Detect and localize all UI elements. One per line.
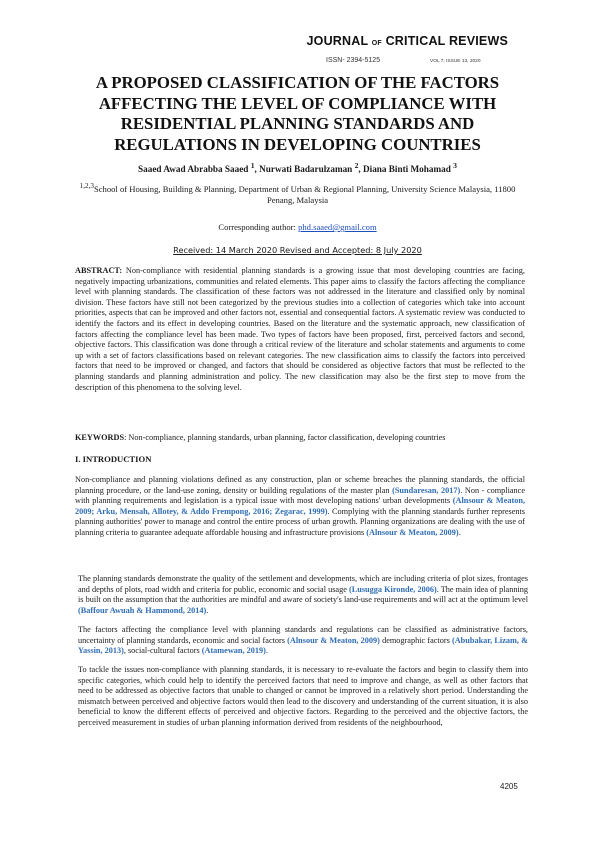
intro-paragraph-2: [75, 574, 528, 616]
journal-name: [307, 34, 509, 48]
paragraph-text: . Non - compliance with planning requirements and legislation is a typical issue with most developing nations' urban developments: [75, 485, 525, 506]
paragraph-text: .: [265, 646, 268, 656]
paper-title: A PROPOSED CLASSIFICATION OF THE FACTORS AFFECTING THE LEVEL OF COMPLIANCE WITH RESIDENTIAL PLANNING STANDARDS AND REGULATIONS IN DEVELOPING COUNTRIES: [95, 73, 500, 154]
journal-name-part2: CRITICAL REVIEWS: [381, 34, 508, 48]
page-number: 4205: [500, 782, 518, 791]
author-2-superscript: 2: [354, 161, 359, 170]
author-list: [60, 161, 535, 174]
citation-link[interactable]: (Abubakar, Lizam, & Yassin, 2013): [78, 635, 528, 656]
paragraph-text: demographic factors: [379, 635, 452, 645]
citation-link[interactable]: (Lusugga Kironde, 2006): [348, 584, 437, 594]
intro-paragraph-1: [75, 475, 525, 539]
paragraph-text: , social-cultural factors: [123, 646, 202, 656]
journal-name-part1: JOURNAL: [306, 34, 372, 48]
citation-link[interactable]: (Baffour Awuah & Hammond, 2014): [78, 605, 207, 615]
paragraph-text: Non-compliance and planning violations defined as any construction, plan or scheme breaches the planning standards, the official planning procedure, or the land-use zoning, density or building regulations of the master plan: [75, 475, 525, 495]
author-3-superscript: 3: [453, 161, 457, 170]
corresponding-author: [60, 222, 535, 232]
volume-label: VOL 7, ISSUE 13, 2020: [430, 59, 481, 64]
keywords-text: : Non-compliance, planning standards, urban planning, factor classification, developing countries: [124, 433, 446, 442]
affiliation: [70, 181, 525, 207]
corresponding-author-label: Corresponding author:: [218, 222, 299, 232]
paragraph-text: .: [206, 605, 209, 615]
author-2: , Nurwati Badarulzaman: [254, 164, 355, 175]
abstract: [75, 266, 525, 393]
affiliation-text: School of Housing, Building & Planning, Department of Urban & Regional Planning, University Science Malaysia, 11800 Penang, Malaysia: [93, 183, 516, 206]
paragraph-text: .: [458, 527, 461, 537]
intro-paragraph-4: To tackle the issues non-compliance with planning standards, it is necessary to re-evaluate the factors and begin to classify them into specific categories, which could help to identify the perceived factors that need to improve and change, as well as other factors that need to be addressed as objective factors that unable to changed or cannot be improved in a relatively short period. Understanding the mismatch between perceived and objective factors would then lead to the discovery and understanding of the current situation, it is also beneficial to know the different effects of perceived and objective factors. Regarding to the perceived and the objective factors, the perceived measurement in studies of urban planning information derived from residents of the neighbourhood,: [78, 665, 528, 727]
paragraph-text: . Complying with the planning standards further represents planning authorities' power to manage and control the entire process of urban growth. Planning organizations are dealing with the use of planning criteria to guarantee adequate affordable housing and infrastructure provisions: [75, 506, 526, 537]
issn-label: ISSN- 2394-5125: [326, 57, 381, 64]
citation-link[interactable]: (Atamewan, 2019): [201, 646, 266, 656]
keywords: [75, 433, 525, 444]
citation-link[interactable]: (Alnsour & Meaton, 2009; Arku, Mensah, Allotey, & Addo Frempong, 2016; Zegarac, 1999): [75, 496, 526, 516]
citation-link[interactable]: (Alnsour & Meaton, 2009): [366, 527, 459, 537]
author-3: , Diana Binti Mohamad: [358, 164, 454, 175]
journal-name-of: OF: [371, 40, 382, 47]
section-heading-introduction: I. INTRODUCTION: [75, 454, 152, 464]
received-dates: Received: 14 March 2020 Revised and Accepted: 8 July 2020: [173, 245, 422, 255]
paragraph-text: . The main idea of planning is built on the assumption that the authorities are mindful and aware of society's land-use requirements and will act at the optimum level: [78, 584, 528, 605]
citation-link[interactable]: (Sundaresan, 2017): [392, 485, 461, 495]
affiliation-superscript: 1,2,3: [79, 182, 94, 190]
paragraph-text: The planning standards demonstrate the quality of the settlement and developments, which are including criteria of plot sizes, frontages and depths of plots, road width and criteria for public, economic and social usage: [78, 574, 528, 594]
citation-link[interactable]: (Alnsour & Meaton, 2009): [287, 635, 380, 645]
abstract-text: Non-compliance with residential planning standards is a growing issue that most developing countries are facing, negatively impacting urbanizations, communities and related elements. This paper aims to classify the factors affecting the compliance level with planning standards. The classification of these factors was not addressed in the literature and classified only by nominal division. These factors have still not been categorized by the previous studies into a collection of categories which take into account priorities, aspects that can be improved and other factors not, essential and consequential factors. A systematic review was conducted to identify the factors and its effect in developing countries. Based on the literature and the systematic approach, new classification of factors affecting the compliance level has been made. Two types of factors have been proposed, first, perceived factors and second, objective factors. This classification was done through a critical review of the literature and scholar statements and arguments to come up with a set of factors classifications based on relevant categories. The new classification aims to classify the factors into perceived factors that need to be improved or changed, and factors that should be considered as objective factors that must be reflected to the planning standards and planning administration and policy. The new classification may also be the first step to move from the description of this phenomena to the solving level.: [75, 266, 525, 392]
abstract-label: ABSTRACT:: [75, 266, 123, 275]
intro-paragraph-3: [75, 625, 528, 657]
author-1-superscript: 1: [250, 161, 255, 170]
keywords-label: KEYWORDS: [75, 433, 125, 442]
corresponding-email-link[interactable]: phd.saaed@gmail.com: [298, 222, 377, 232]
author-1: Saaed Awad Abrabba Saaed: [138, 164, 251, 175]
paragraph-text: The factors affecting the compliance level with planning standards and regulations can be classified as administrative factors, uncertainty of planning standards, economic and social factors: [78, 625, 528, 645]
